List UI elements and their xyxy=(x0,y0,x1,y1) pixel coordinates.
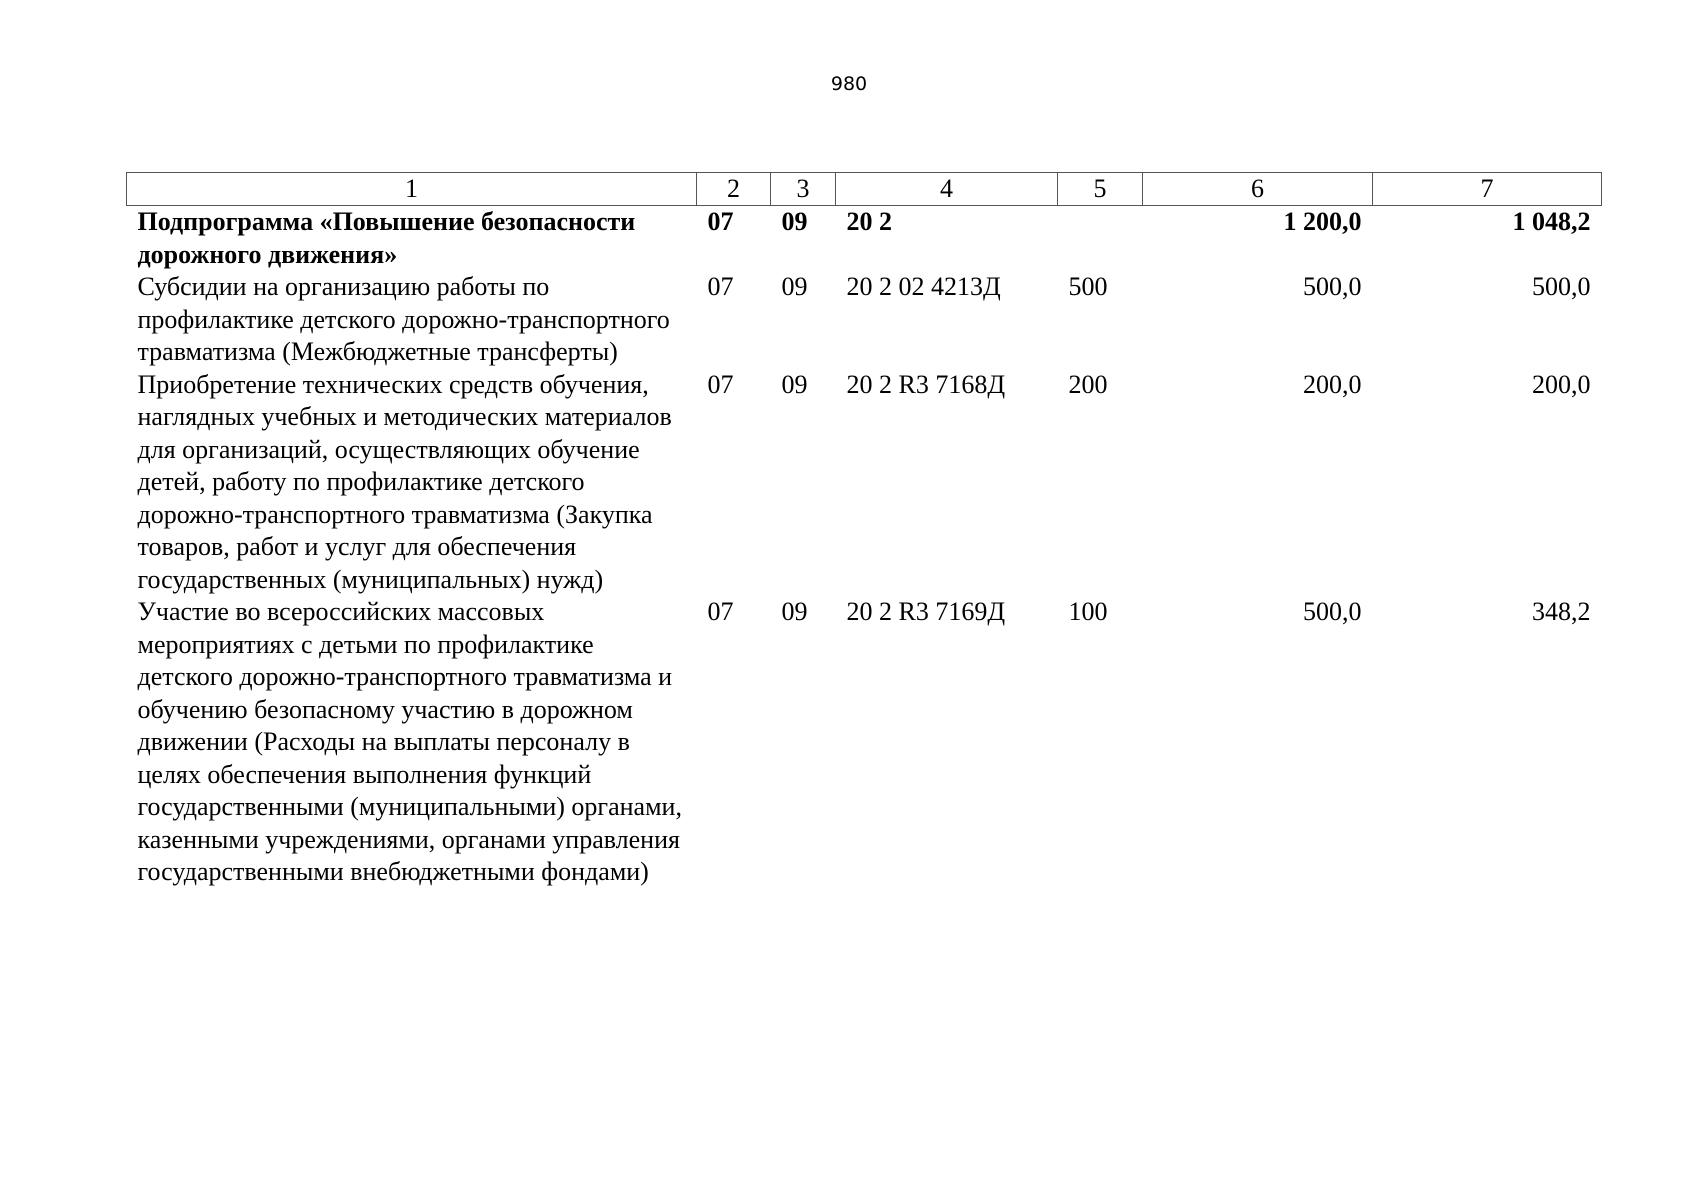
page-number: 980 xyxy=(830,73,868,95)
row-description: Приобретение технических средств обучения, наглядных учебных и методических материалов для организаций, осуществляющих обучение детей, работу по профилактике детского дорожно-транспортного травматизма (Закупка товаров, работ и услуг для обеспечения государственных (муниципальных) нужд) xyxy=(137,369,672,594)
subsection-code: 09 xyxy=(781,597,808,626)
table-row xyxy=(127,596,1602,889)
section-code: 07 xyxy=(707,597,734,626)
target-article-code: 20 2 R3 7169Д xyxy=(846,597,1006,626)
expense-type-code: 500 xyxy=(1068,272,1108,301)
table-body xyxy=(127,206,1602,889)
table-header-row xyxy=(127,173,1602,206)
expense-type-code: 100 xyxy=(1068,597,1108,626)
section-code: 07 xyxy=(707,369,734,399)
row-description: Субсидии на организацию работы по профилактике детского дорожно-транспортного травматизма (Межбюджетные трансферты) xyxy=(137,272,670,366)
table-row xyxy=(127,369,1602,597)
amount-planned: 200,0 xyxy=(1303,369,1362,399)
amount-executed: 500,0 xyxy=(1532,272,1591,301)
column-header-3: 3 xyxy=(771,173,836,206)
amount-planned: 500,0 xyxy=(1303,597,1362,626)
target-article-code: 20 2 02 4213Д xyxy=(846,272,1001,301)
amount-planned: 1 200,0 xyxy=(1283,207,1362,236)
table-row xyxy=(127,206,1602,272)
column-header-7: 7 xyxy=(1373,173,1602,206)
amount-executed: 1 048,2 xyxy=(1512,207,1591,236)
section-code: 07 xyxy=(707,207,734,236)
row-description: Участие во всероссийских массовых мероприятиях с детьми по профилактике детского дорожно-транспортного травматизма и обучению безопасному участию в дорожном движении (Расходы на выплаты персоналу в целях обеспечения выполнения функций государственными (муниципальными) органами, казенными учреждениями, органами управления государственными внебюджетными фондами) xyxy=(137,597,682,886)
column-header-5: 5 xyxy=(1058,173,1143,206)
row-description: Подпрограмма «Повышение безопасности дорожного движения» xyxy=(137,207,636,269)
amount-planned: 500,0 xyxy=(1303,272,1362,301)
column-header-6: 6 xyxy=(1143,173,1373,206)
target-article-code: 20 2 xyxy=(846,207,892,236)
column-header-1: 1 xyxy=(127,173,697,206)
target-article-code: 20 2 R3 7168Д xyxy=(846,369,1006,399)
column-header-2: 2 xyxy=(697,173,771,206)
column-header-4: 4 xyxy=(836,173,1058,206)
section-code: 07 xyxy=(707,272,734,301)
subsection-code: 09 xyxy=(781,207,808,236)
subsection-code: 09 xyxy=(781,272,808,301)
expense-type-code: 200 xyxy=(1068,369,1108,399)
amount-executed: 348,2 xyxy=(1532,597,1591,626)
expense-type-code xyxy=(1058,206,1143,272)
subsection-code: 09 xyxy=(781,369,808,399)
amount-executed: 200,0 xyxy=(1532,369,1591,399)
budget-table xyxy=(126,172,1602,889)
table-row xyxy=(127,271,1602,369)
